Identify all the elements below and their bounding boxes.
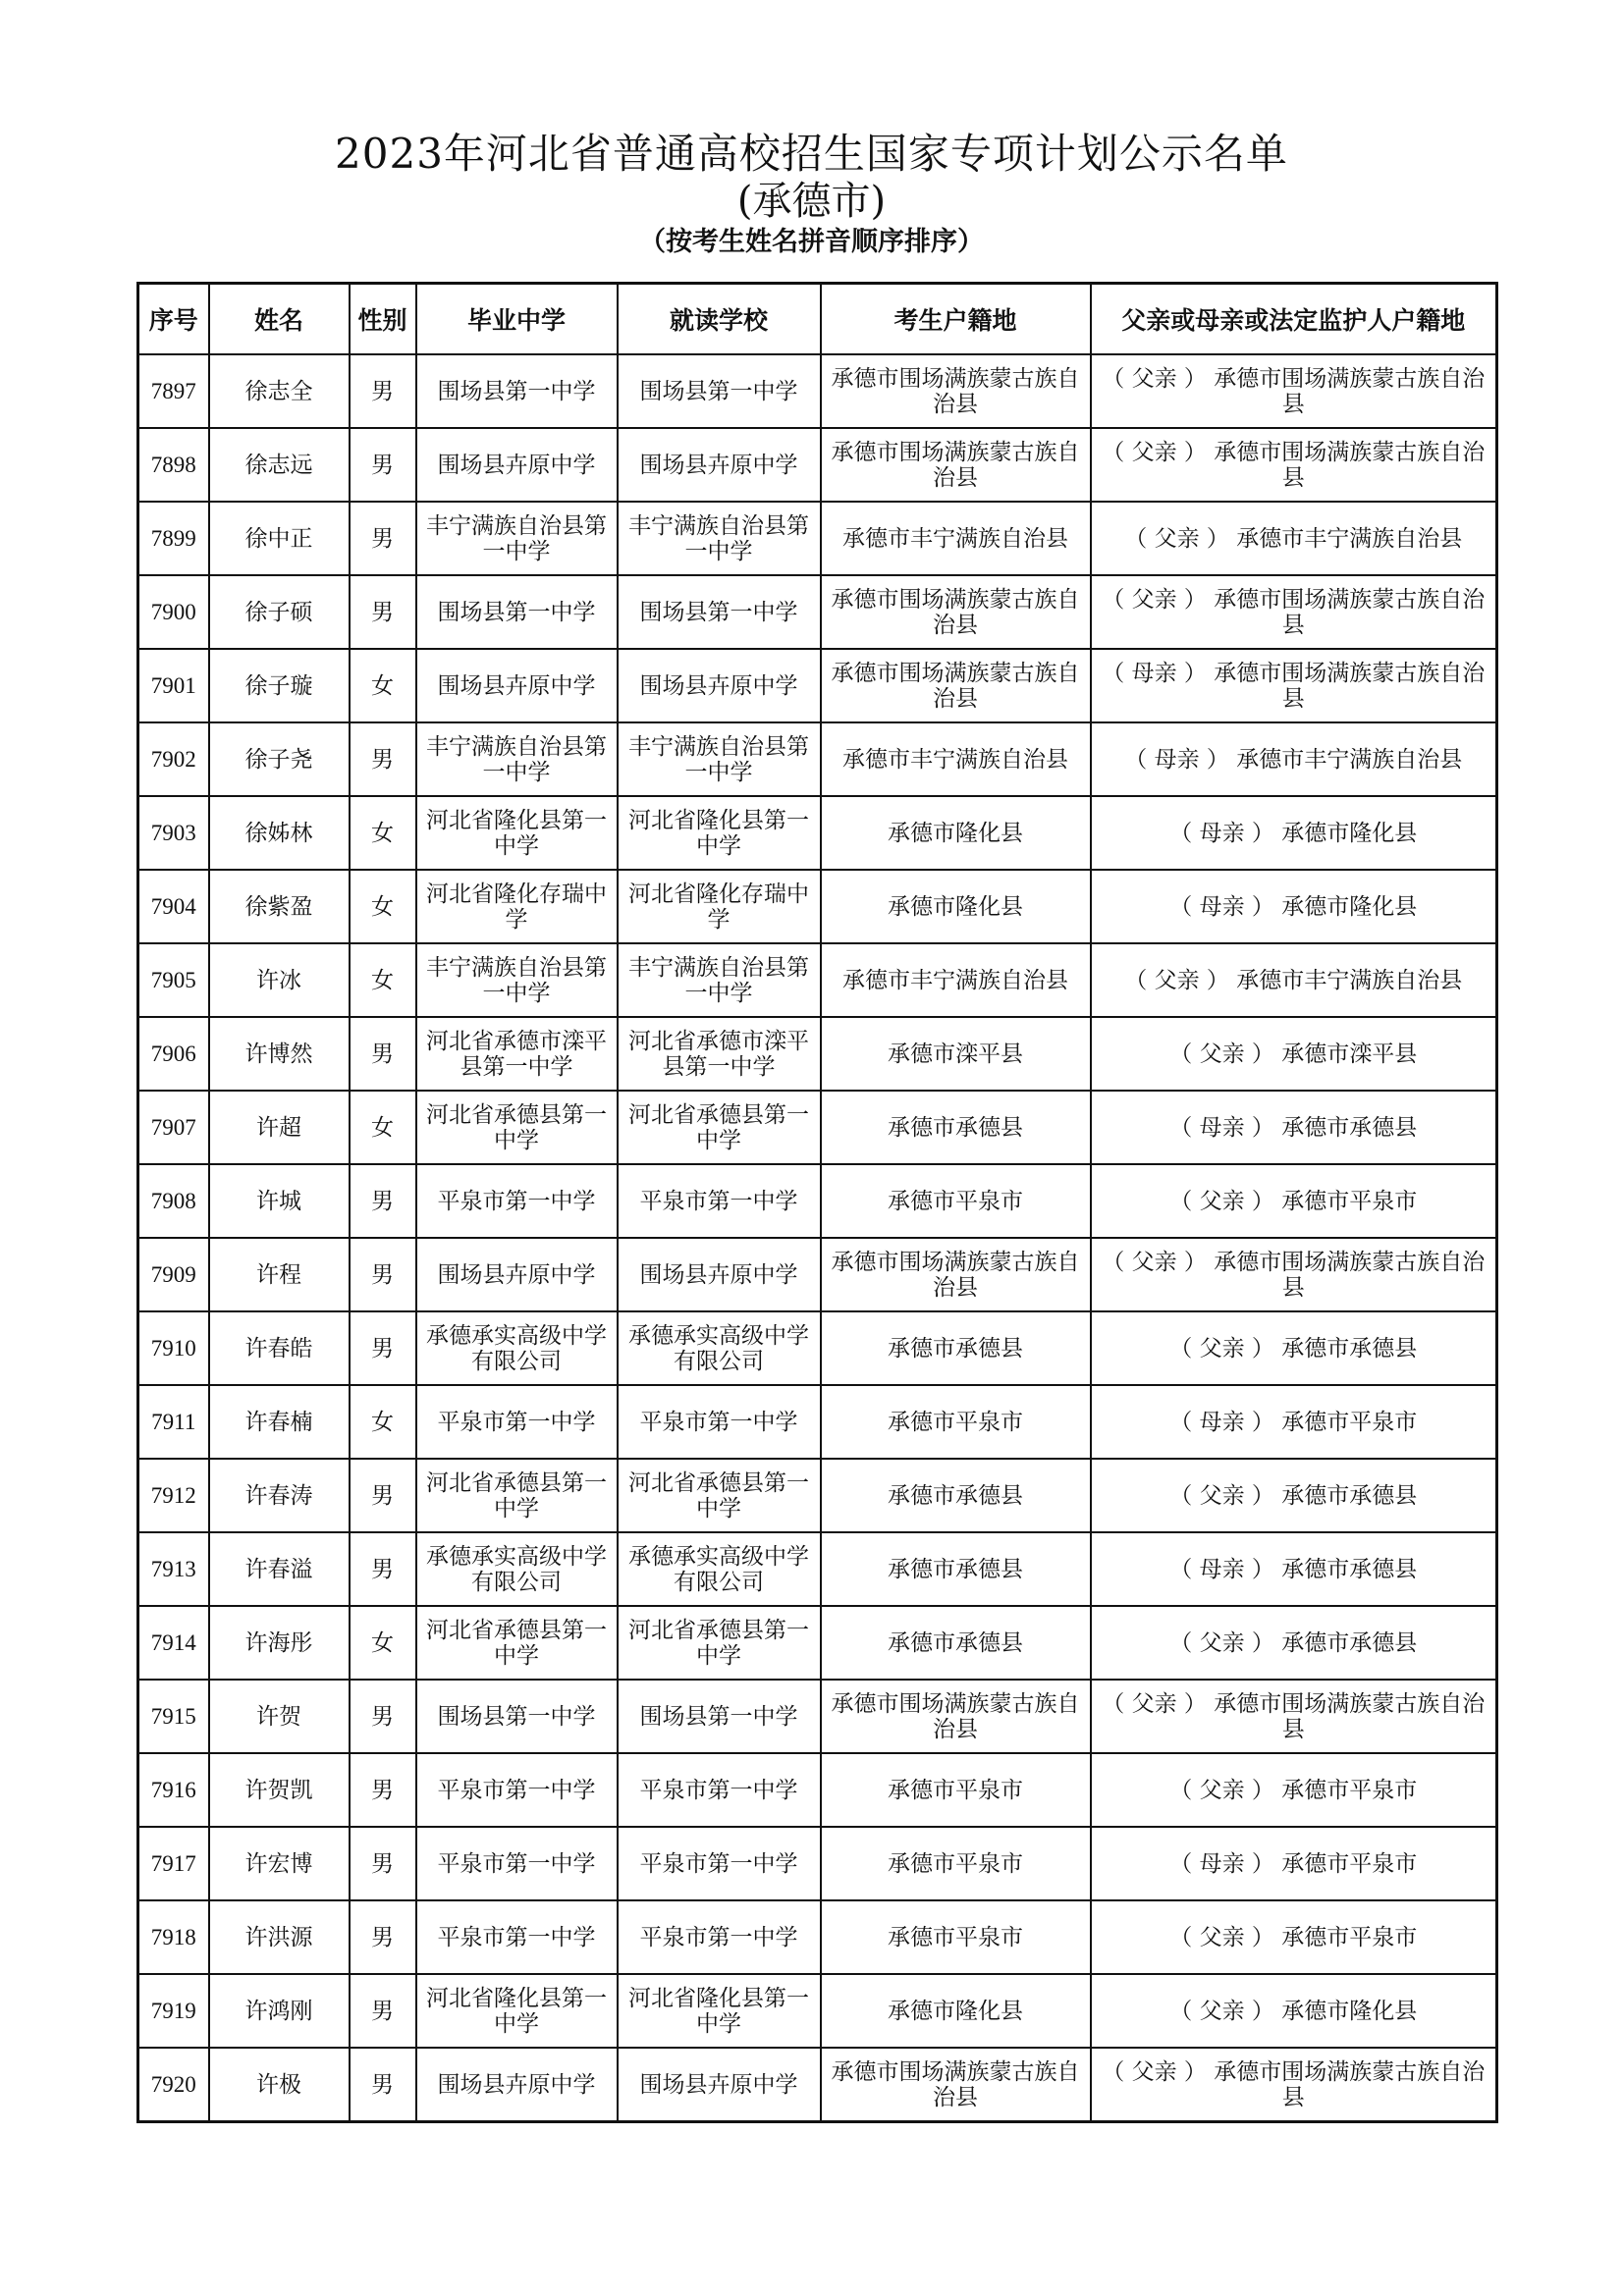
cell-index: 7905 (138, 943, 209, 1017)
table-row (138, 575, 1497, 649)
cell-name: 许春楠 (209, 1385, 350, 1459)
cell-student-hukou: 承德市隆化县 (821, 870, 1091, 943)
table-row (138, 1459, 1497, 1532)
cell-index: 7906 (138, 1017, 209, 1091)
cell-index: 7902 (138, 722, 209, 796)
table-row (138, 1827, 1497, 1900)
table-row (138, 943, 1497, 1017)
cell-current-school: 丰宁满族自治县第一中学 (618, 502, 821, 575)
cell-student-hukou: 承德市承德县 (821, 1606, 1091, 1680)
cell-name: 许贺凯 (209, 1753, 350, 1827)
cell-index: 7907 (138, 1091, 209, 1164)
cell-gender: 男 (350, 722, 416, 796)
cell-graduation-school: 丰宁满族自治县第一中学 (416, 943, 618, 1017)
cell-student-hukou: 承德市承德县 (821, 1311, 1091, 1385)
cell-guardian-hukou: （ 父亲 ） 承德市滦平县 (1091, 1017, 1497, 1091)
table-row (138, 354, 1497, 428)
cell-guardian-hukou: （ 父亲 ） 承德市承德县 (1091, 1606, 1497, 1680)
cell-gender: 女 (350, 649, 416, 722)
cell-name: 许春涛 (209, 1459, 350, 1532)
cell-name: 许超 (209, 1091, 350, 1164)
cell-graduation-school: 承德承实高级中学有限公司 (416, 1532, 618, 1606)
cell-guardian-hukou: （ 母亲 ） 承德市平泉市 (1091, 1385, 1497, 1459)
cell-guardian-hukou: （ 母亲 ） 承德市围场满族蒙古族自治县 (1091, 649, 1497, 722)
cell-guardian-hukou: （ 父亲 ） 承德市围场满族蒙古族自治县 (1091, 1680, 1497, 1753)
cell-graduation-school: 围场县第一中学 (416, 575, 618, 649)
cell-index: 7918 (138, 1900, 209, 1974)
cell-graduation-school: 承德承实高级中学有限公司 (416, 1311, 618, 1385)
cell-index: 7920 (138, 2048, 209, 2122)
cell-graduation-school: 围场县卉原中学 (416, 649, 618, 722)
cell-index: 7913 (138, 1532, 209, 1606)
cell-student-hukou: 承德市围场满族蒙古族自治县 (821, 1680, 1091, 1753)
cell-guardian-hukou: （ 父亲 ） 承德市丰宁满族自治县 (1091, 943, 1497, 1017)
cell-current-school: 围场县第一中学 (618, 575, 821, 649)
cell-index: 7908 (138, 1164, 209, 1238)
cell-guardian-hukou: （ 母亲 ） 承德市隆化县 (1091, 870, 1497, 943)
cell-gender: 男 (350, 1459, 416, 1532)
cell-name: 徐志全 (209, 354, 350, 428)
cell-current-school: 围场县卉原中学 (618, 2048, 821, 2122)
cell-index: 7919 (138, 1974, 209, 2048)
cell-current-school: 承德承实高级中学有限公司 (618, 1532, 821, 1606)
table-row (138, 2048, 1497, 2122)
cell-current-school: 河北省承德市滦平县第一中学 (618, 1017, 821, 1091)
cell-index: 7909 (138, 1238, 209, 1311)
cell-name: 许春溢 (209, 1532, 350, 1606)
cell-guardian-hukou: （ 父亲 ） 承德市围场满族蒙古族自治县 (1091, 354, 1497, 428)
cell-student-hukou: 承德市围场满族蒙古族自治县 (821, 2048, 1091, 2122)
cell-student-hukou: 承德市滦平县 (821, 1017, 1091, 1091)
cell-gender: 女 (350, 943, 416, 1017)
cell-current-school: 河北省隆化县第一中学 (618, 1974, 821, 2048)
table-row (138, 722, 1497, 796)
cell-gender: 男 (350, 1680, 416, 1753)
cell-student-hukou: 承德市平泉市 (821, 1753, 1091, 1827)
cell-index: 7904 (138, 870, 209, 943)
header-index: 序号 (138, 284, 209, 355)
cell-gender: 男 (350, 1164, 416, 1238)
cell-gender: 女 (350, 1385, 416, 1459)
cell-student-hukou: 承德市承德县 (821, 1532, 1091, 1606)
cell-name: 徐中正 (209, 502, 350, 575)
cell-current-school: 围场县卉原中学 (618, 428, 821, 502)
cell-name: 徐子硕 (209, 575, 350, 649)
cell-current-school: 围场县卉原中学 (618, 649, 821, 722)
cell-gender: 男 (350, 1532, 416, 1606)
cell-current-school: 平泉市第一中学 (618, 1900, 821, 1974)
header-graduation-school: 毕业中学 (416, 284, 618, 355)
cell-index: 7897 (138, 354, 209, 428)
cell-graduation-school: 平泉市第一中学 (416, 1827, 618, 1900)
cell-name: 许春皓 (209, 1311, 350, 1385)
table-body (138, 354, 1497, 2122)
cell-gender: 女 (350, 796, 416, 870)
cell-gender: 男 (350, 1753, 416, 1827)
table-row (138, 649, 1497, 722)
cell-guardian-hukou: （ 父亲 ） 承德市围场满族蒙古族自治县 (1091, 428, 1497, 502)
cell-guardian-hukou: （ 母亲 ） 承德市承德县 (1091, 1091, 1497, 1164)
cell-graduation-school: 围场县第一中学 (416, 354, 618, 428)
header-guardian-hukou: 父亲或母亲或法定监护人户籍地 (1091, 284, 1497, 355)
cell-current-school: 平泉市第一中学 (618, 1753, 821, 1827)
table-row (138, 870, 1497, 943)
table-row (138, 1532, 1497, 1606)
cell-student-hukou: 承德市丰宁满族自治县 (821, 722, 1091, 796)
table-row (138, 1900, 1497, 1974)
cell-gender: 男 (350, 1827, 416, 1900)
cell-student-hukou: 承德市平泉市 (821, 1385, 1091, 1459)
table-row (138, 1017, 1497, 1091)
cell-graduation-school: 河北省承德市滦平县第一中学 (416, 1017, 618, 1091)
cell-graduation-school: 河北省承德县第一中学 (416, 1606, 618, 1680)
cell-guardian-hukou: （ 父亲 ） 承德市平泉市 (1091, 1753, 1497, 1827)
cell-guardian-hukou: （ 母亲 ） 承德市丰宁满族自治县 (1091, 722, 1497, 796)
table-header-row (138, 284, 1497, 355)
cell-current-school: 围场县第一中学 (618, 1680, 821, 1753)
table-row (138, 1311, 1497, 1385)
cell-name: 许极 (209, 2048, 350, 2122)
cell-gender: 男 (350, 2048, 416, 2122)
cell-name: 许冰 (209, 943, 350, 1017)
cell-current-school: 河北省承德县第一中学 (618, 1606, 821, 1680)
table-row (138, 1753, 1497, 1827)
cell-name: 许贺 (209, 1680, 350, 1753)
cell-current-school: 平泉市第一中学 (618, 1164, 821, 1238)
cell-student-hukou: 承德市平泉市 (821, 1164, 1091, 1238)
cell-student-hukou: 承德市承德县 (821, 1091, 1091, 1164)
cell-student-hukou: 承德市隆化县 (821, 1974, 1091, 2048)
cell-current-school: 丰宁满族自治县第一中学 (618, 722, 821, 796)
cell-guardian-hukou: （ 父亲 ） 承德市承德县 (1091, 1311, 1497, 1385)
cell-name: 许洪源 (209, 1900, 350, 1974)
cell-gender: 男 (350, 575, 416, 649)
cell-graduation-school: 丰宁满族自治县第一中学 (416, 502, 618, 575)
cell-guardian-hukou: （ 父亲 ） 承德市平泉市 (1091, 1900, 1497, 1974)
cell-guardian-hukou: （ 父亲 ） 承德市隆化县 (1091, 1974, 1497, 2048)
cell-guardian-hukou: （ 父亲 ） 承德市承德县 (1091, 1459, 1497, 1532)
cell-graduation-school: 河北省承德县第一中学 (416, 1459, 618, 1532)
header-name: 姓名 (209, 284, 350, 355)
cell-index: 7914 (138, 1606, 209, 1680)
cell-student-hukou: 承德市平泉市 (821, 1900, 1091, 1974)
table-row (138, 1680, 1497, 1753)
cell-gender: 女 (350, 1091, 416, 1164)
cell-current-school: 平泉市第一中学 (618, 1385, 821, 1459)
table-row (138, 1606, 1497, 1680)
cell-student-hukou: 承德市围场满族蒙古族自治县 (821, 649, 1091, 722)
cell-graduation-school: 平泉市第一中学 (416, 1753, 618, 1827)
cell-name: 徐紫盈 (209, 870, 350, 943)
cell-graduation-school: 围场县第一中学 (416, 1680, 618, 1753)
header-current-school: 就读学校 (618, 284, 821, 355)
cell-graduation-school: 河北省承德县第一中学 (416, 1091, 618, 1164)
cell-current-school: 承德承实高级中学有限公司 (618, 1311, 821, 1385)
cell-graduation-school: 平泉市第一中学 (416, 1900, 618, 1974)
cell-current-school: 平泉市第一中学 (618, 1827, 821, 1900)
cell-guardian-hukou: （ 母亲 ） 承德市平泉市 (1091, 1827, 1497, 1900)
cell-graduation-school: 丰宁满族自治县第一中学 (416, 722, 618, 796)
cell-index: 7903 (138, 796, 209, 870)
cell-guardian-hukou: （ 母亲 ） 承德市承德县 (1091, 1532, 1497, 1606)
cell-name: 许程 (209, 1238, 350, 1311)
cell-student-hukou: 承德市丰宁满族自治县 (821, 943, 1091, 1017)
cell-student-hukou: 承德市围场满族蒙古族自治县 (821, 575, 1091, 649)
table-row (138, 1385, 1497, 1459)
sort-note: （按考生姓名拼音顺序排序） (639, 227, 984, 257)
table-row (138, 1974, 1497, 2048)
cell-gender: 男 (350, 1974, 416, 2048)
table-row (138, 502, 1497, 575)
cell-gender: 男 (350, 428, 416, 502)
cell-guardian-hukou: （ 母亲 ） 承德市隆化县 (1091, 796, 1497, 870)
page-title: 2023年河北省普通高校招生国家专项计划公示名单 (335, 130, 1288, 178)
cell-name: 徐子尧 (209, 722, 350, 796)
cell-index: 7899 (138, 502, 209, 575)
cell-gender: 男 (350, 1238, 416, 1311)
cell-guardian-hukou: （ 父亲 ） 承德市丰宁满族自治县 (1091, 502, 1497, 575)
table-row (138, 1164, 1497, 1238)
cell-student-hukou: 承德市围场满族蒙古族自治县 (821, 1238, 1091, 1311)
cell-index: 7901 (138, 649, 209, 722)
cell-current-school: 河北省承德县第一中学 (618, 1459, 821, 1532)
cell-index: 7916 (138, 1753, 209, 1827)
table-row (138, 1091, 1497, 1164)
cell-name: 许博然 (209, 1017, 350, 1091)
cell-gender: 男 (350, 1017, 416, 1091)
table-row (138, 1238, 1497, 1311)
cell-index: 7912 (138, 1459, 209, 1532)
cell-name: 许宏博 (209, 1827, 350, 1900)
header-gender: 性别 (350, 284, 416, 355)
cell-current-school: 河北省隆化存瑞中学 (618, 870, 821, 943)
cell-gender: 男 (350, 1900, 416, 1974)
cell-index: 7900 (138, 575, 209, 649)
cell-guardian-hukou: （ 父亲 ） 承德市围场满族蒙古族自治县 (1091, 575, 1497, 649)
cell-current-school: 河北省承德县第一中学 (618, 1091, 821, 1164)
cell-graduation-school: 围场县卉原中学 (416, 1238, 618, 1311)
cell-name: 徐子璇 (209, 649, 350, 722)
cell-current-school: 围场县卉原中学 (618, 1238, 821, 1311)
cell-student-hukou: 承德市隆化县 (821, 796, 1091, 870)
cell-graduation-school: 平泉市第一中学 (416, 1164, 618, 1238)
cell-gender: 男 (350, 354, 416, 428)
cell-name: 徐姊林 (209, 796, 350, 870)
cell-gender: 男 (350, 502, 416, 575)
cell-current-school: 围场县第一中学 (618, 354, 821, 428)
cell-name: 许城 (209, 1164, 350, 1238)
cell-current-school: 丰宁满族自治县第一中学 (618, 943, 821, 1017)
cell-name: 许鸿刚 (209, 1974, 350, 2048)
cell-graduation-school: 平泉市第一中学 (416, 1385, 618, 1459)
cell-guardian-hukou: （ 父亲 ） 承德市平泉市 (1091, 1164, 1497, 1238)
table-row (138, 428, 1497, 502)
cell-current-school: 河北省隆化县第一中学 (618, 796, 821, 870)
cell-index: 7898 (138, 428, 209, 502)
cell-gender: 女 (350, 1606, 416, 1680)
cell-gender: 女 (350, 870, 416, 943)
cell-student-hukou: 承德市围场满族蒙古族自治县 (821, 428, 1091, 502)
cell-index: 7910 (138, 1311, 209, 1385)
cell-student-hukou: 承德市围场满族蒙古族自治县 (821, 354, 1091, 428)
cell-name: 徐志远 (209, 428, 350, 502)
cell-index: 7917 (138, 1827, 209, 1900)
cell-student-hukou: 承德市丰宁满族自治县 (821, 502, 1091, 575)
cell-gender: 男 (350, 1311, 416, 1385)
cell-graduation-school: 河北省隆化存瑞中学 (416, 870, 618, 943)
table-row (138, 796, 1497, 870)
cell-guardian-hukou: （ 父亲 ） 承德市围场满族蒙古族自治县 (1091, 2048, 1497, 2122)
roster-table (136, 282, 1498, 2123)
cell-student-hukou: 承德市承德县 (821, 1459, 1091, 1532)
cell-graduation-school: 河北省隆化县第一中学 (416, 1974, 618, 2048)
cell-index: 7911 (138, 1385, 209, 1459)
cell-index: 7915 (138, 1680, 209, 1753)
header-student-hukou: 考生户籍地 (821, 284, 1091, 355)
cell-graduation-school: 围场县卉原中学 (416, 2048, 618, 2122)
cell-student-hukou: 承德市平泉市 (821, 1827, 1091, 1900)
cell-graduation-school: 围场县卉原中学 (416, 428, 618, 502)
cell-name: 许海彤 (209, 1606, 350, 1680)
cell-graduation-school: 河北省隆化县第一中学 (416, 796, 618, 870)
cell-guardian-hukou: （ 父亲 ） 承德市围场满族蒙古族自治县 (1091, 1238, 1497, 1311)
page-subtitle: (承德市) (736, 179, 887, 224)
